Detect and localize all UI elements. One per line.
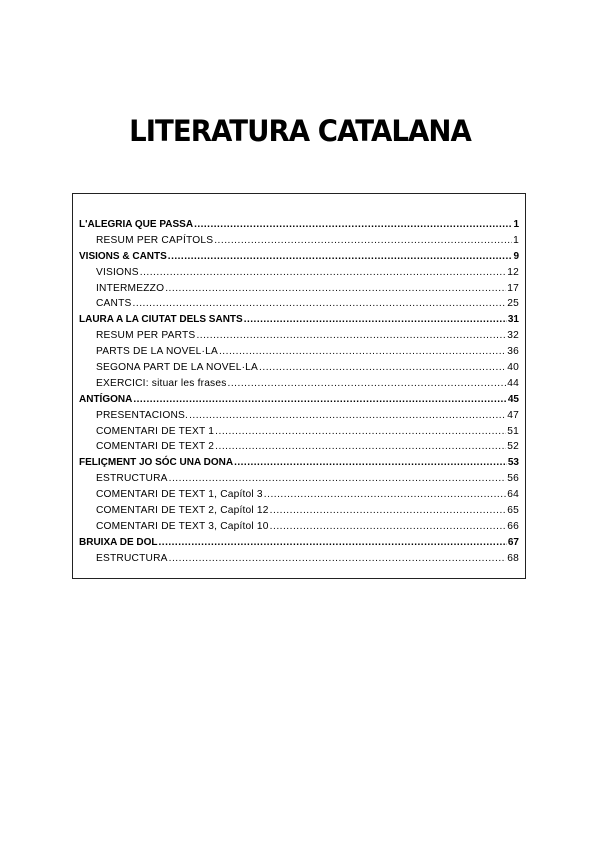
toc-entry-label: FELIÇMENT JO SÓC UNA DONA: [79, 457, 234, 469]
toc-entry-page-number: 53: [507, 457, 519, 469]
dot-leader: [159, 535, 507, 551]
toc-entry-label: COMENTARI DE TEXT 3, Capítol 10: [96, 520, 269, 532]
toc-chapter-entry[interactable]: [79, 249, 519, 265]
dot-leader: [264, 487, 506, 503]
toc-entry-label: PARTS DE LA NOVEL·LA: [96, 346, 218, 358]
dot-leader: [194, 217, 512, 233]
toc-entry-label: CANTS: [96, 298, 132, 310]
toc-entry-label: INTERMEZZO: [96, 282, 165, 294]
dot-leader: [140, 265, 507, 281]
toc-entry-label: RESUM PER PARTS: [96, 330, 196, 342]
dot-leader: [259, 360, 506, 376]
toc-section-entry[interactable]: [79, 328, 519, 344]
dot-leader: [169, 471, 507, 487]
dot-leader: [133, 296, 507, 312]
toc-entry-page-number: 1: [513, 234, 519, 246]
dot-leader: [165, 281, 506, 297]
toc-entry-label: PRESENTACIONS.: [96, 409, 189, 421]
toc-entry-label: RESUM PER CAPÍTOLS: [96, 234, 214, 246]
dot-leader: [244, 312, 507, 328]
toc-section-entry[interactable]: [79, 471, 519, 487]
toc-chapter-entry[interactable]: [79, 535, 519, 551]
toc-entry-page-number: 47: [507, 409, 519, 421]
dot-leader: [219, 344, 506, 360]
toc-entry-page-number: 17: [507, 282, 519, 294]
toc-section-entry[interactable]: [79, 519, 519, 535]
toc-entry-page-number: 36: [507, 346, 519, 358]
toc-chapter-entry[interactable]: [79, 217, 519, 233]
toc-entry-page-number: 40: [507, 362, 519, 374]
toc-entry-page-number: 12: [507, 266, 519, 278]
toc-section-entry[interactable]: [79, 376, 519, 392]
toc-section-entry[interactable]: [79, 296, 519, 312]
toc-entry-page-number: 44: [507, 377, 519, 389]
toc-section-entry[interactable]: [79, 503, 519, 519]
toc-entry-page-number: 52: [507, 441, 519, 453]
toc-entry-label: ESTRUCTURA: [96, 552, 168, 564]
toc-entry-label: VISIONS & CANTS: [79, 250, 167, 262]
toc-section-entry[interactable]: [79, 408, 519, 424]
toc-section-entry[interactable]: [79, 233, 519, 249]
toc-section-entry[interactable]: [79, 265, 519, 281]
toc-entry-label: ESTRUCTURA: [96, 473, 168, 485]
toc-chapter-entry[interactable]: [79, 312, 519, 328]
toc-entry-page-number: 31: [507, 314, 519, 326]
toc-entry-page-number: 45: [507, 393, 519, 405]
dot-leader: [133, 392, 507, 408]
toc-section-entry[interactable]: [79, 281, 519, 297]
dot-leader: [196, 328, 506, 344]
dot-leader: [234, 455, 507, 471]
toc-section-entry[interactable]: [79, 424, 519, 440]
toc-section-entry[interactable]: [79, 487, 519, 503]
toc-entry-page-number: 65: [507, 505, 519, 517]
toc-entry-label: EXERCICI: situar les frases: [96, 377, 227, 389]
toc-entry-page-number: 68: [507, 552, 519, 564]
toc-entry-label: COMENTARI DE TEXT 2: [96, 441, 215, 453]
dot-leader: [168, 249, 513, 265]
dot-leader: [270, 519, 507, 535]
dot-leader: [189, 408, 506, 424]
toc-chapter-entry[interactable]: [79, 455, 519, 471]
table-of-contents: [79, 217, 519, 567]
toc-entry-label: COMENTARI DE TEXT 2, Capítol 12: [96, 505, 269, 517]
page-title: LITERATURA CATALANA: [129, 114, 471, 148]
toc-entry-label: COMENTARI DE TEXT 1: [96, 425, 215, 437]
toc-chapter-entry[interactable]: [79, 392, 519, 408]
toc-entry-page-number: 56: [507, 473, 519, 485]
dot-leader: [215, 439, 506, 455]
toc-section-entry[interactable]: [79, 439, 519, 455]
toc-section-entry[interactable]: [79, 344, 519, 360]
toc-entry-page-number: 9: [513, 250, 519, 262]
toc-entry-page-number: 67: [507, 536, 519, 548]
toc-entry-label: LAURA A LA CIUTAT DELS SANTS: [79, 314, 243, 326]
toc-entry-label: VISIONS: [96, 266, 139, 278]
toc-entry-page-number: 32: [507, 330, 519, 342]
toc-entry-page-number: 25: [507, 298, 519, 310]
toc-entry-page-number: 66: [507, 520, 519, 532]
toc-entry-label: L'ALEGRIA QUE PASSA: [79, 219, 194, 230]
dot-leader: [214, 233, 512, 249]
toc-entry-label: COMENTARI DE TEXT 1, Capítol 3: [96, 489, 263, 501]
toc-entry-label: SEGONA PART DE LA NOVEL·LA: [96, 362, 259, 374]
toc-entry-label: ANTÍGONA: [79, 393, 133, 405]
toc-entry-label: BRUIXA DE DOL: [79, 536, 158, 548]
toc-entry-page-number: 51: [507, 425, 519, 437]
toc-section-entry[interactable]: [79, 360, 519, 376]
dot-leader: [215, 424, 506, 440]
toc-section-entry[interactable]: [79, 551, 519, 567]
table-of-contents-box: [72, 193, 526, 579]
toc-entry-page-number: 1: [513, 219, 519, 230]
dot-leader: [270, 503, 507, 519]
toc-entry-page-number: 64: [507, 489, 519, 501]
dot-leader: [228, 376, 507, 392]
dot-leader: [169, 551, 507, 567]
